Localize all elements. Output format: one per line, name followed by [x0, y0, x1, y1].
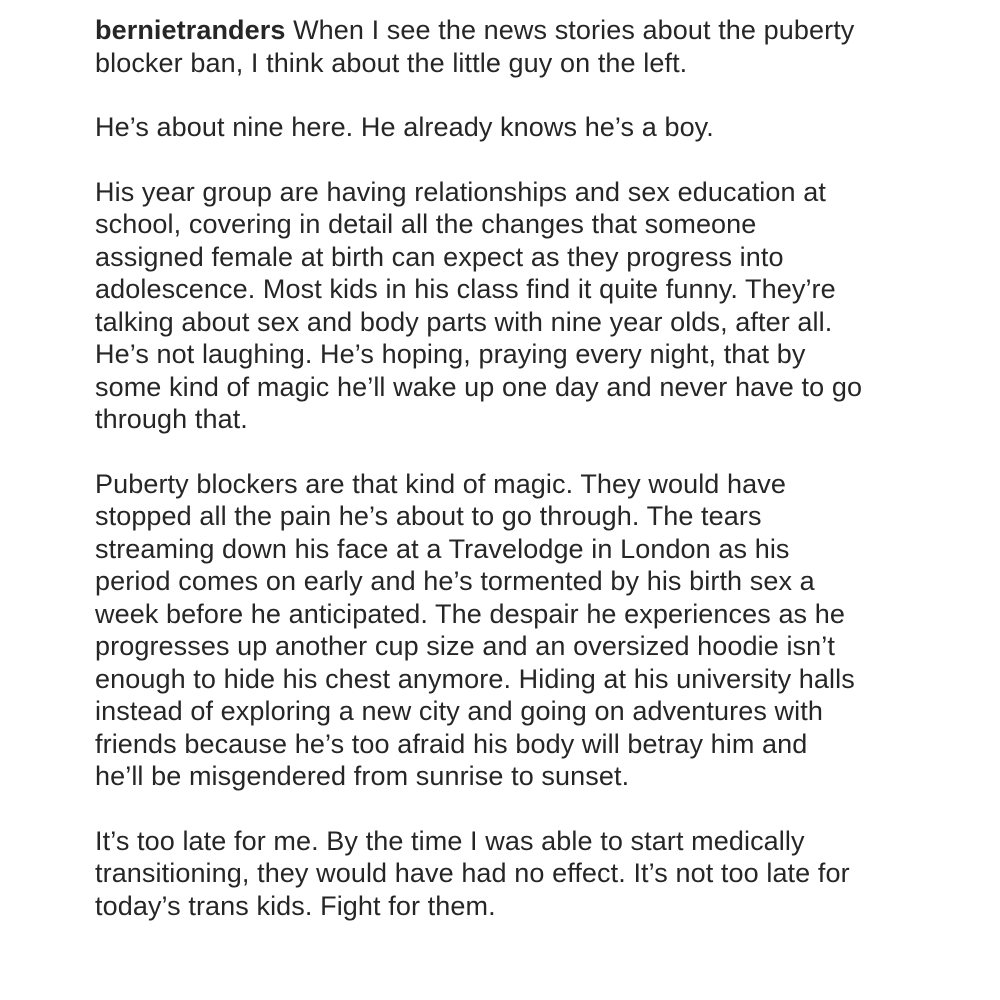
caption-paragraph-5: It’s too late for me. By the time I was able to start medically transitioning, they would have had no effect. It’s not too late for today’s trans kids. Fight for them. — [95, 825, 850, 921]
username-link[interactable]: bernietranders — [95, 15, 286, 45]
caption-paragraph-3: His year group are having relationships and sex education at school, covering in detail all the changes that someone assigned female at birth can expect as they progress into adolescence. Most kids in his class find it quite funny. They’re talking about sex and body parts with nine year olds, after all. He’s not laughing. He’s hoping, praying every night, that by some kind of magic he’ll wake up one day and never have to go through that. — [95, 176, 863, 434]
caption-paragraph-1 — [95, 14, 945, 79]
caption-text: When I see the news stories about the puberty blocker ban, I think about the little guy on the left. — [95, 15, 855, 78]
caption-paragraph-2: He’s about nine here. He already knows he’s a boy. — [95, 112, 714, 142]
post-caption — [95, 14, 945, 954]
caption-paragraph-4: Puberty blockers are that kind of magic. They would have stopped all the pain he’s about to go through. The tears streaming down his face at a Travelodge in London as his period comes on early and he’s tormented by his birth sex a week before he anticipated. The despair he experiences as he progresses up another cup size and an oversized hoodie isn’t enough to hide his chest anymore. Hiding at his university halls instead of exploring a new city and going on adventures with friends because he’s too afraid his body will betray him and he’ll be misgendered from sunrise to sunset. — [95, 468, 855, 791]
